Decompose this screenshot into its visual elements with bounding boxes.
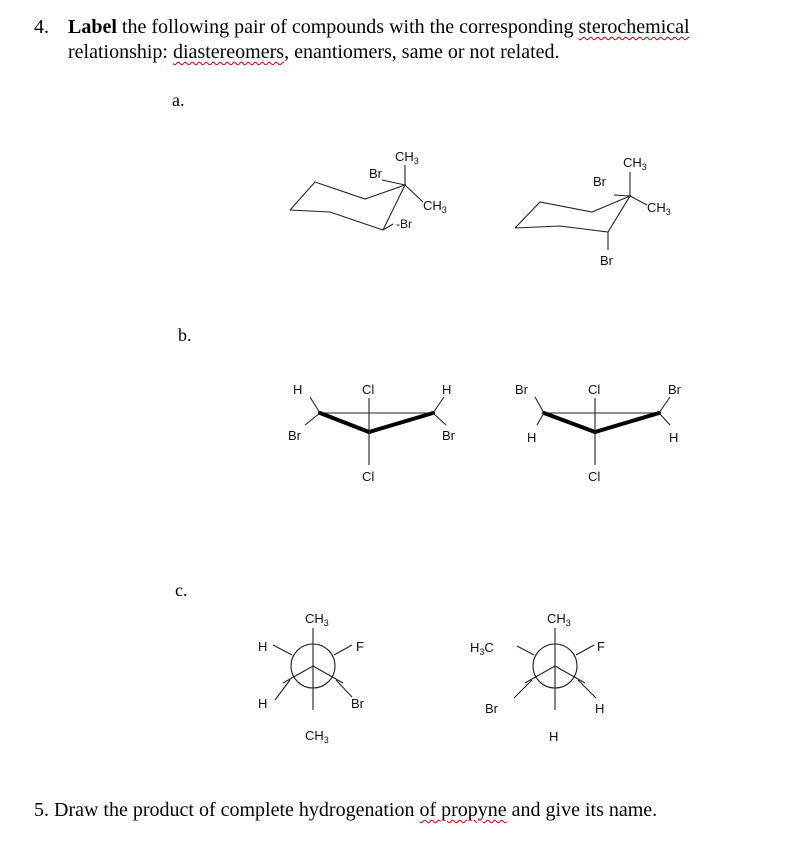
fluorine-atom: F [356, 639, 364, 654]
ring-wedge-bond [544, 413, 595, 432]
spellcheck-word-diastereomers: diastereomers [172, 41, 285, 63]
hydrogen-atom: H [527, 430, 537, 445]
hydrogen-atom: H [293, 382, 303, 397]
bromine-atom: Br [593, 174, 606, 189]
methyl-group-front: $CH_3$ [305, 611, 329, 628]
bromine-atom-axial: Br [600, 253, 613, 268]
newman-projection-c-left [258, 611, 365, 745]
methyl-group-back: $CH_3$ [305, 728, 329, 745]
bromine-atom: Br [288, 428, 301, 443]
hydrogen-atom-bottom: H [549, 729, 559, 744]
chlorine-atom-bottom: Cl [588, 469, 601, 484]
cyclopropane-structure-b-left [288, 382, 456, 484]
ring-wedge-bond [320, 413, 369, 432]
question-4-bold-word: Label [68, 16, 117, 38]
question-5-text-a: 5. Draw the product of complete hydrogenation [34, 799, 420, 821]
part-a-label: a. [172, 90, 185, 110]
methyl-group-top: $CH_3$ [623, 155, 647, 172]
cyclohexane-ring [515, 196, 630, 232]
bromine-atom: Br [668, 382, 681, 397]
bromine-atom-lower: -Br [396, 217, 412, 231]
chlorine-atom-bottom: Cl [362, 469, 375, 484]
bromine-atom: Br [515, 382, 528, 397]
methyl-group-right: $CH_3$ [647, 200, 671, 217]
bromine-atom: Br [369, 166, 382, 181]
methyl-group-left: $H_3C$ [470, 640, 494, 657]
hydrogen-atom: H [669, 430, 679, 445]
methyl-group-right: $CH_3$ [423, 198, 447, 215]
question-4-text-a: the following pair of compounds with the corresponding [116, 16, 579, 38]
spellcheck-word-sterochemical: sterochemical [578, 16, 690, 38]
part-c-label: c. [175, 580, 188, 600]
bromine-atom: Br [442, 428, 455, 443]
newman-projection-c-right [470, 611, 605, 744]
fluorine-atom: F [597, 639, 605, 654]
question-4-text-b: relationship: [68, 41, 173, 63]
chlorine-atom-top: Cl [588, 382, 601, 397]
hydrogen-atom: H [258, 696, 268, 711]
methyl-group-top: $CH_3$ [395, 149, 419, 166]
chair-structure-a-right [515, 155, 671, 268]
cyclohexane-ring [290, 182, 405, 230]
hydrogen-atom: H [442, 382, 452, 397]
bromine-atom: Br [351, 696, 364, 711]
question-5-text-b: and give its name. [506, 799, 658, 821]
bromine-atom: Br [485, 701, 498, 716]
hydrogen-atom: H [258, 639, 268, 654]
question-4-text-c: , enantiomers, same or not related. [284, 41, 560, 63]
question-4-number: 4. [34, 16, 49, 38]
spellcheck-word-propyne: of propyne [419, 799, 507, 821]
chair-structure-a-left [290, 149, 447, 231]
question-5 [34, 798, 657, 822]
part-b-label: b. [178, 325, 192, 345]
hydrogen-atom: H [595, 701, 605, 716]
methyl-group-front: $CH_3$ [547, 611, 571, 628]
cyclopropane-structure-b-right [515, 382, 682, 484]
chlorine-atom-top: Cl [362, 382, 375, 397]
